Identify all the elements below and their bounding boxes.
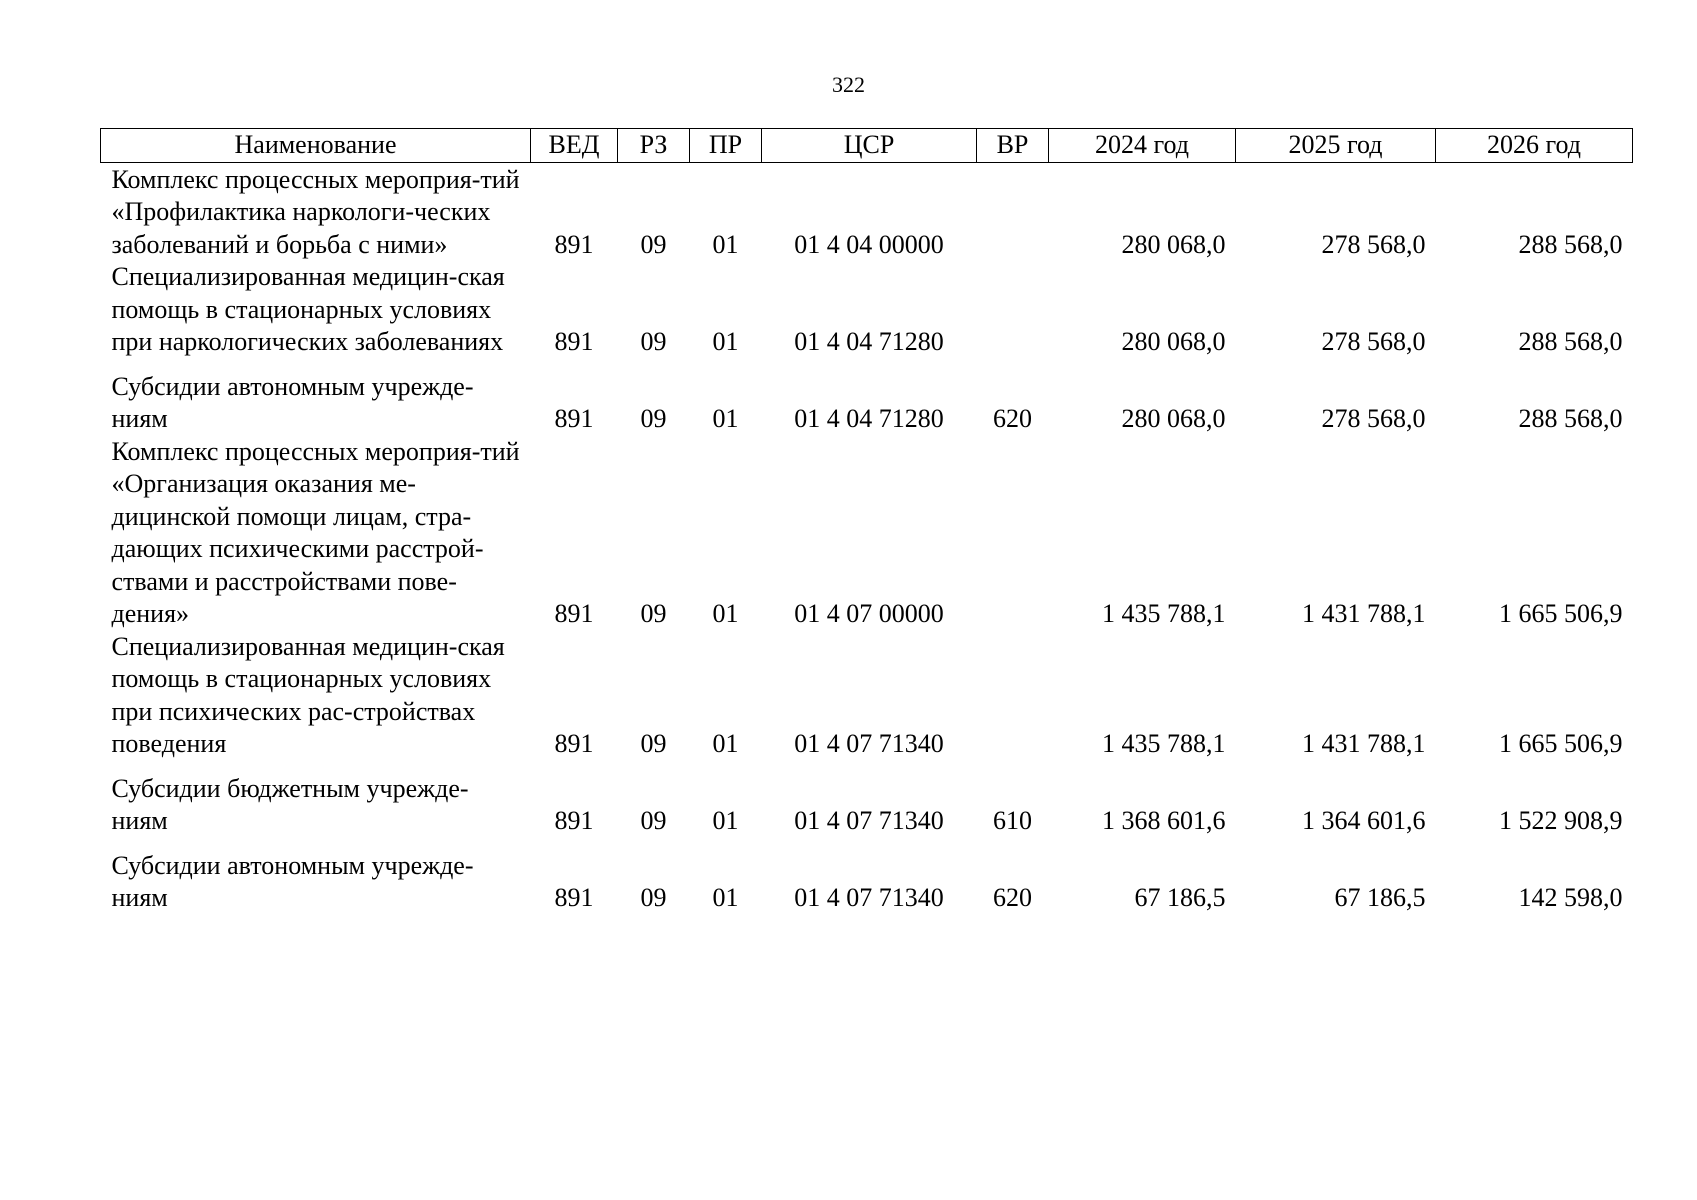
row-ved: 891 xyxy=(554,404,594,433)
row-2026: 142 598,0 xyxy=(1518,883,1623,912)
row-2026: 288 568,0 xyxy=(1518,327,1623,356)
row-csr: 01 4 07 00000 xyxy=(794,599,944,628)
row-name: Специализированная медицин-ская помощь в стационарных условиях при психических рас-стройствах поведения xyxy=(111,631,505,758)
page-number: 322 xyxy=(832,72,865,97)
header-pr: ПР xyxy=(690,129,762,163)
row-csr: 01 4 04 71280 xyxy=(794,327,944,356)
row-2025: 1 431 788,1 xyxy=(1302,599,1426,628)
header-rz: РЗ xyxy=(618,129,690,163)
row-ved: 891 xyxy=(554,229,594,259)
table-row xyxy=(101,631,1633,761)
table-row xyxy=(101,164,1633,262)
row-pr: 01 xyxy=(712,229,739,259)
row-name: Комплекс процессных мероприя-тий «Организация оказания ме-дицинской помощи лицам, стра-дающих психическими расстрой-ствами и расстройствами пове-дения» xyxy=(111,436,520,628)
row-csr: 01 4 07 71340 xyxy=(794,806,944,835)
table-header-row xyxy=(101,129,1633,163)
row-csr: 01 4 07 71340 xyxy=(794,729,944,758)
row-rz: 09 xyxy=(640,229,667,259)
row-name: Субсидии бюджетным учрежде-ниям xyxy=(111,773,469,835)
budget-table xyxy=(100,128,1633,915)
row-pr: 01 xyxy=(712,729,739,758)
row-2026: 1 665 506,9 xyxy=(1499,599,1623,628)
row-rz: 09 xyxy=(640,729,667,758)
row-vr xyxy=(977,164,1049,262)
header-ved: ВЕД xyxy=(531,129,618,163)
row-2026: 288 568,0 xyxy=(1518,404,1623,433)
row-2024: 67 186,5 xyxy=(1134,883,1226,912)
row-ved: 891 xyxy=(554,883,594,912)
row-csr: 01 4 04 00000 xyxy=(794,229,944,259)
row-2025: 1 431 788,1 xyxy=(1302,729,1426,758)
row-2024: 1 435 788,1 xyxy=(1102,729,1226,758)
row-2026: 1 522 908,9 xyxy=(1499,806,1623,835)
header-name: Наименование xyxy=(101,129,531,163)
row-2024: 1 435 788,1 xyxy=(1102,599,1226,628)
row-name: Комплекс процессных мероприя-тий «Профилактика наркологи-ческих заболеваний и борьба с ними» xyxy=(111,164,520,259)
row-vr xyxy=(977,261,1049,359)
row-2025: 67 186,5 xyxy=(1334,883,1426,912)
row-name: Субсидии автономным учрежде-ниям xyxy=(111,850,474,912)
table-row xyxy=(101,850,1633,915)
row-2026: 1 665 506,9 xyxy=(1499,729,1623,758)
table-row xyxy=(101,436,1633,631)
row-2024: 280 068,0 xyxy=(1121,229,1226,259)
row-vr: 620 xyxy=(993,404,1032,433)
row-rz: 09 xyxy=(640,806,667,835)
row-rz: 09 xyxy=(640,404,667,433)
row-csr: 01 4 07 71340 xyxy=(794,883,944,912)
table-row xyxy=(101,371,1633,436)
row-ved: 891 xyxy=(554,327,594,356)
row-rz: 09 xyxy=(640,599,667,628)
row-ved: 891 xyxy=(554,729,594,758)
row-pr: 01 xyxy=(712,327,739,356)
row-2025: 278 568,0 xyxy=(1321,229,1426,259)
table-row xyxy=(101,261,1633,359)
row-vr: 610 xyxy=(993,806,1032,835)
row-rz: 09 xyxy=(640,883,667,912)
row-pr: 01 xyxy=(712,404,739,433)
row-pr: 01 xyxy=(712,883,739,912)
row-2025: 278 568,0 xyxy=(1321,327,1426,356)
row-pr: 01 xyxy=(712,599,739,628)
header-2026: 2026 год xyxy=(1436,129,1633,163)
row-2025: 278 568,0 xyxy=(1321,404,1426,433)
row-2024: 280 068,0 xyxy=(1121,404,1226,433)
row-name: Субсидии автономным учрежде-ниям xyxy=(111,371,474,433)
row-vr xyxy=(977,631,1049,761)
row-ved: 891 xyxy=(554,806,594,835)
row-2025: 1 364 601,6 xyxy=(1302,806,1426,835)
row-csr: 01 4 04 71280 xyxy=(794,404,944,433)
row-ved: 891 xyxy=(554,599,594,628)
row-2026: 288 568,0 xyxy=(1518,229,1623,259)
row-vr xyxy=(977,436,1049,631)
header-csr: ЦСР xyxy=(762,129,977,163)
row-pr: 01 xyxy=(712,806,739,835)
header-2024: 2024 год xyxy=(1049,129,1236,163)
table-row xyxy=(101,773,1633,838)
row-rz: 09 xyxy=(640,327,667,356)
row-2024: 1 368 601,6 xyxy=(1102,806,1226,835)
row-2024: 280 068,0 xyxy=(1121,327,1226,356)
header-vr: ВР xyxy=(977,129,1049,163)
header-2025: 2025 год xyxy=(1236,129,1436,163)
row-vr: 620 xyxy=(993,883,1032,912)
row-name: Специализированная медицин-ская помощь в стационарных условиях при наркологических заболеваниях xyxy=(111,262,505,356)
